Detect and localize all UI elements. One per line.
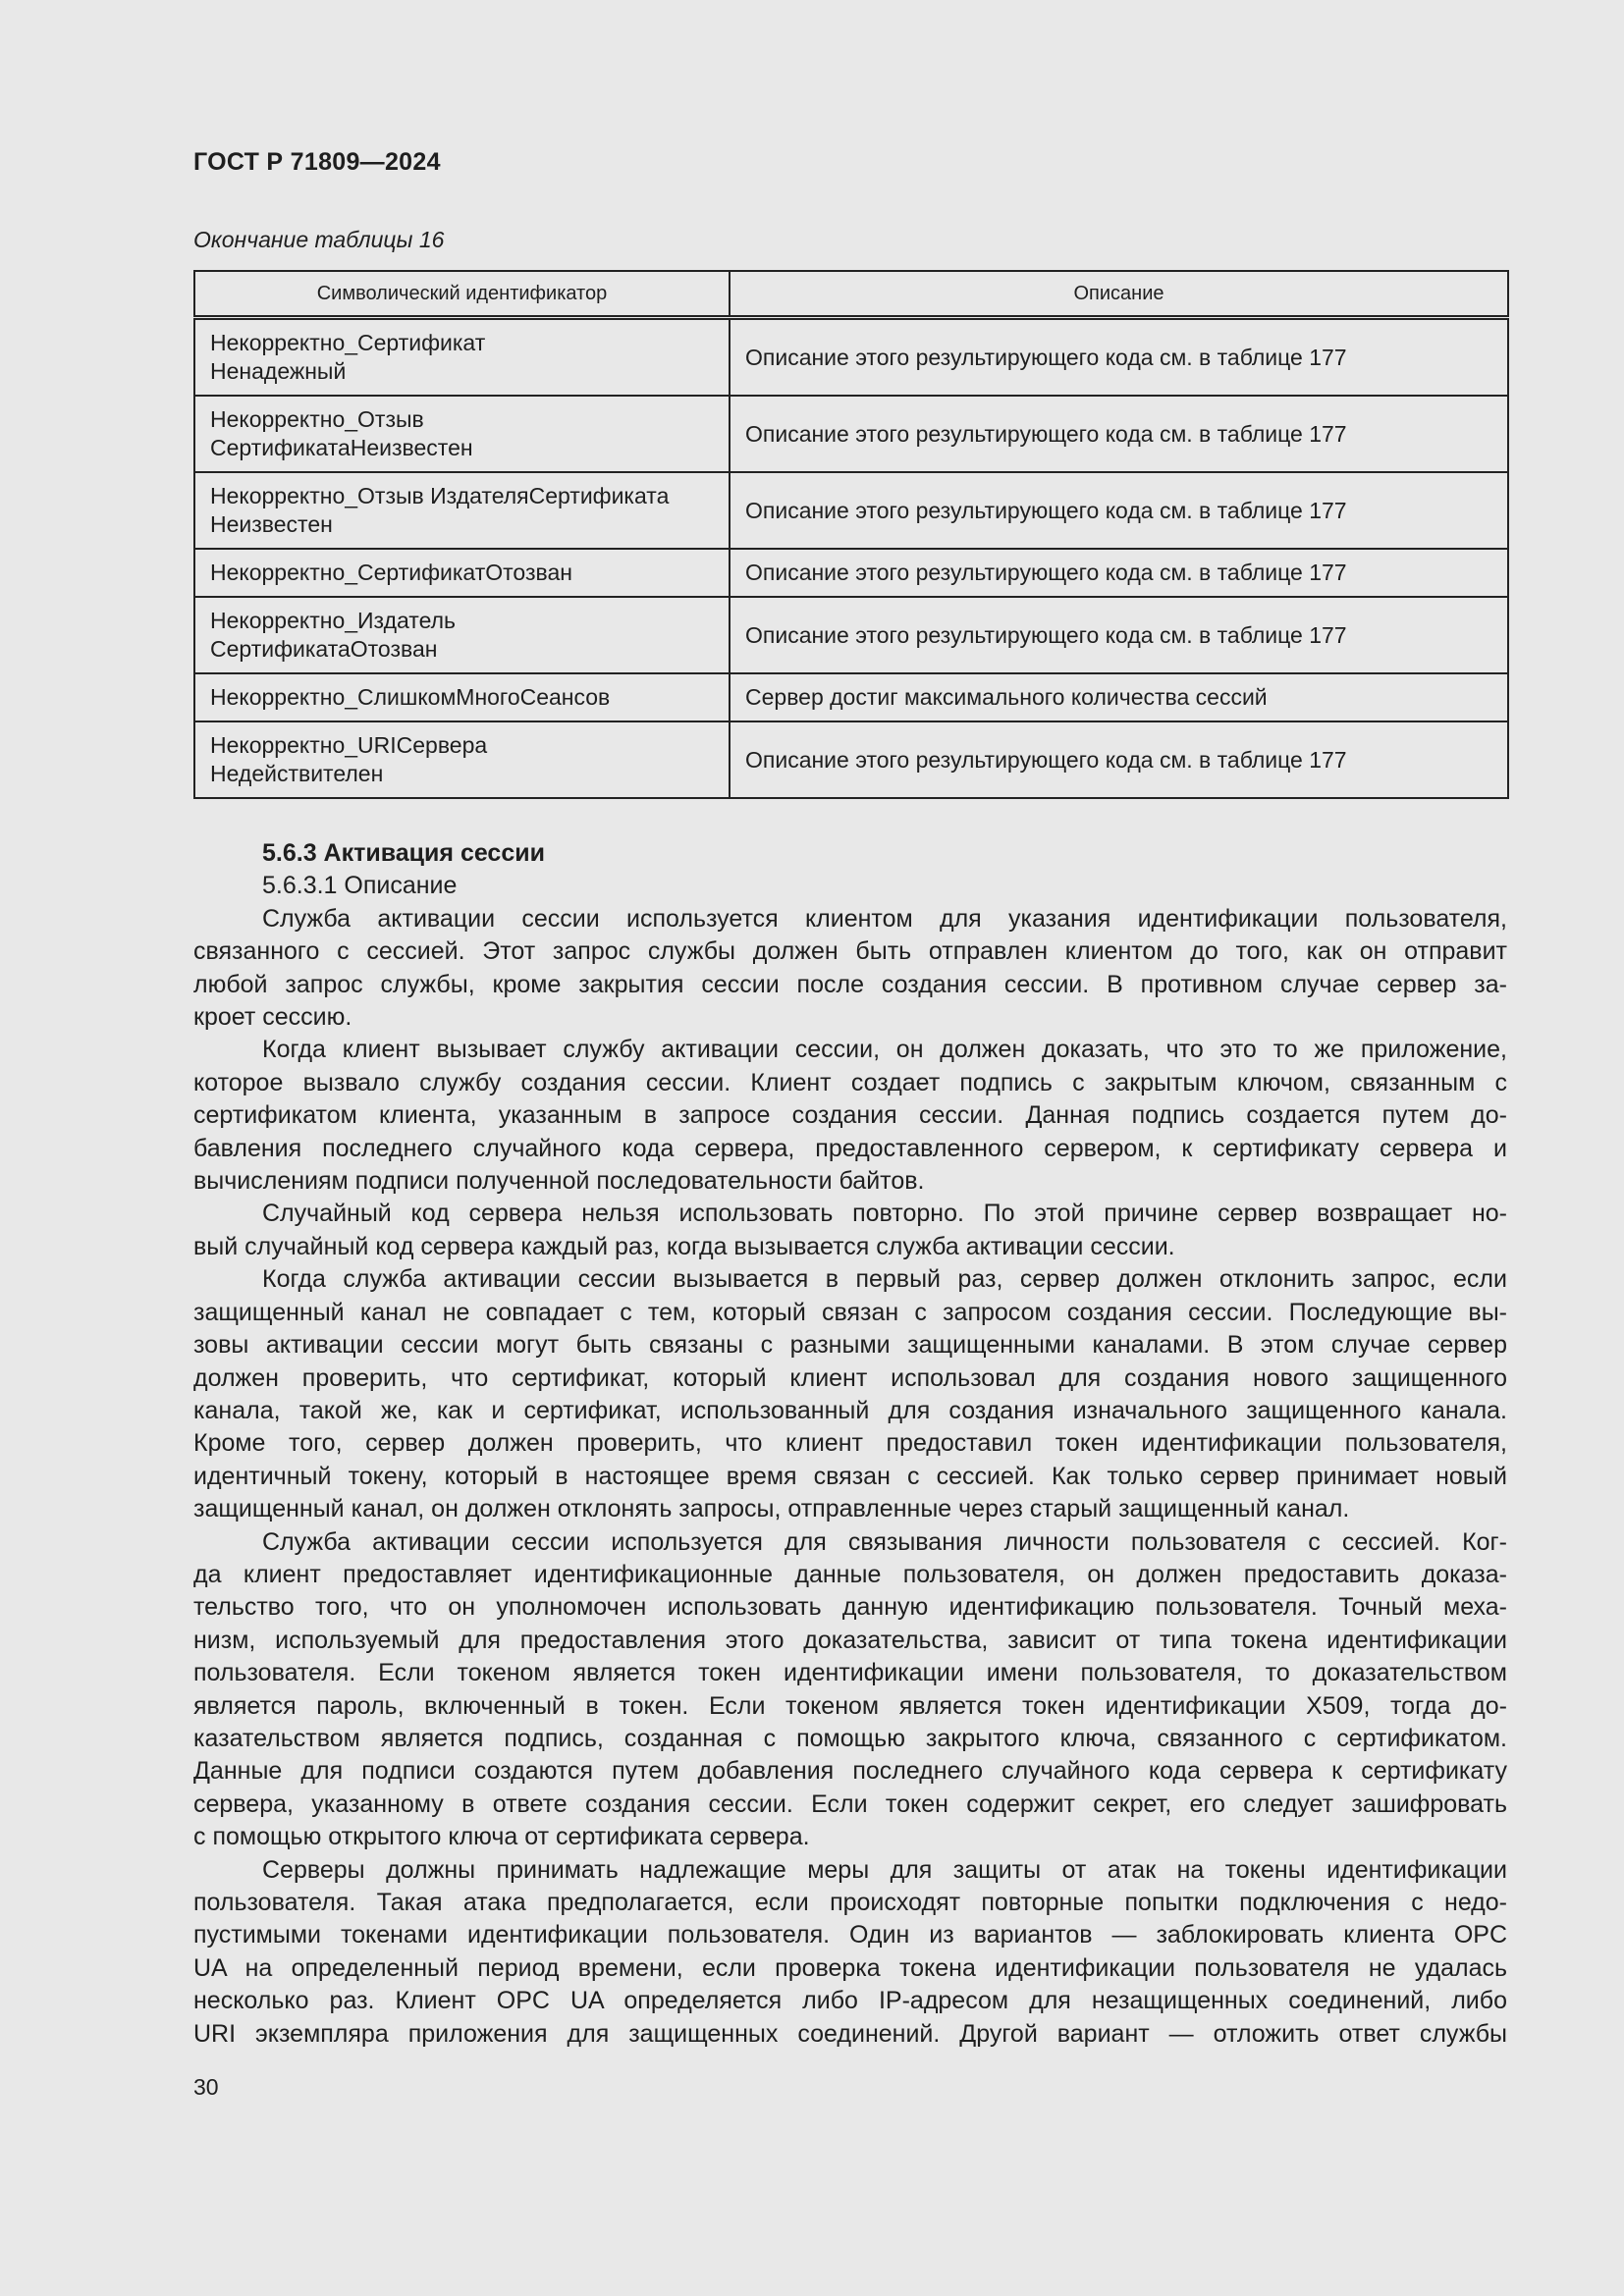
text-line: которое вызвало службу создания сессии. Клиент создает подпись с закрытым ключом, связанным с [193,1068,1507,1096]
paragraph [193,1854,1507,2051]
text-line: Когда служба активации сессии вызывается в первый раз, сервер должен отклонить запрос, если [262,1265,1507,1294]
text-line: вый случайный код сервера каждый раз, когда вызывается служба активации сессии. [193,1232,1175,1260]
result-codes-table [193,270,1509,799]
identifier-line: Некорректно_Издатель [210,608,457,633]
identifier-cell [194,472,730,549]
text-line: казательством является подпись, созданная с помощью закрытого ключа, связанного с сертификатом. [193,1724,1507,1752]
identifier-line: Недействителен [210,761,384,786]
description-cell: Описание этого результирующего кода см. в таблице 177 [730,549,1508,597]
table-header-row [194,271,1508,318]
text-line: сервера, указанному в ответе создания сессии. Если токен содержит секрет, его следует зашифровать [193,1789,1507,1818]
text-line: защищенный канал, он должен отклонять запросы, отправленные через старый защищенный канал. [193,1495,1350,1523]
description-cell: Сервер достиг максимального количества сессий [730,673,1508,721]
identifier-line: Некорректно_Отзыв [210,406,424,432]
identifier-line: Ненадежный [210,358,347,384]
text-line: вычислениям подписи полученной последовательности байтов. [193,1167,925,1196]
column-header-identifier: Символический идентификатор [194,271,730,318]
identifier-cell [194,396,730,472]
text-line: Служба активации сессии используется клиентом для указания идентификации пользователя, [262,904,1507,933]
text-line: пользователя. Такая атака предполагается, если происходят повторные попытки подключения с недо- [193,1889,1507,1916]
identifier-line: Некорректно_СертификатОтозван [210,560,572,585]
table-row [194,396,1508,472]
identifier-cell [194,721,730,798]
text-line: низм, используемый для предоставления этого доказательства, зависит от типа токена идентификации [193,1626,1507,1654]
text-line: любой запрос службы, кроме закрытия сессии после создания сессии. В противном случае сервер за- [193,970,1507,998]
description-cell: Описание этого результирующего кода см. в таблице 177 [730,396,1508,472]
description-cell: Описание этого результирующего кода см. в таблице 177 [730,472,1508,549]
identifier-line: СертификатаОтозван [210,636,438,662]
identifier-cell [194,673,730,721]
text-line: защищенный канал не совпадает с тем, который связан с запросом создания сессии. Последующие вы- [193,1298,1507,1326]
text-line: зовы активации сессии могут быть связаны с разными защищенными каналами. В этом случае сервер [193,1331,1507,1360]
table-caption: Окончание таблицы 16 [193,227,445,252]
text-line: бавления последнего случайного кода сервера, предоставленного сервером, к сертификату сервера и [193,1134,1507,1162]
text-line: пользователя. Если токеном является токен идентификации имени пользователя, то доказательством [193,1659,1507,1687]
text-line: да клиент предоставляет идентификационные данные пользователя, он должен предоставить доказа- [193,1560,1507,1588]
text-line: Служба активации сессии используется для связывания личности пользователя с сессией. Ког- [262,1527,1507,1556]
section-body [193,837,1507,2051]
table-row [194,472,1508,549]
text-line: тельство того, что он уполномочен использовать данную идентификацию пользователя. Точный меха- [193,1593,1507,1622]
table-row [194,549,1508,597]
text-line: Случайный код сервера нельзя использовать повторно. По этой причине сервер возвращает но- [262,1200,1507,1228]
description-cell: Описание этого результирующего кода см. в таблице 177 [730,721,1508,798]
identifier-cell [194,597,730,673]
identifier-cell [194,318,730,397]
text-line: Данные для подписи создаются путем добавления последнего случайного кода сервера к сертификату [193,1757,1507,1786]
identifier-line: Некорректно_Сертификат [210,330,486,355]
identifier-line: Некорректно_Отзыв ИздателяСертификата [210,483,670,508]
text-line: сертификатом клиента, указанным в запросе создания сессии. Данная подпись создается путем до- [193,1101,1507,1130]
table-row [194,673,1508,721]
identifier-line: Некорректно_URIСервера [210,732,488,758]
text-line: UA на определенный период времени, если проверка токена идентификации пользователя не удалась [193,1953,1507,1982]
paragraph [193,903,1507,1035]
text-line: идентичный токену, который в настоящее время связан с сессией. Как только сервер принимает новый [193,1462,1507,1490]
identifier-line: СертификатаНеизвестен [210,435,473,460]
column-header-description: Описание [730,271,1508,318]
text-line: является пароль, включенный в токен. Если токеном является токен идентификации X509, тогда до- [193,1691,1507,1720]
paragraph [193,1526,1507,1854]
paragraph [193,1198,1507,1263]
identifier-line: Неизвестен [210,511,333,537]
table-row [194,597,1508,673]
text-line: URI экземпляра приложения для защищенных соединений. Другой вариант — отложить ответ службы [193,2019,1507,2048]
text-line: Кроме того, сервер должен проверить, что клиент предоставил токен идентификации пользователя, [193,1429,1507,1458]
text-line: канала, такой же, как и сертификат, использованный для создания изначального защищенного канала. [193,1396,1507,1424]
paragraph [193,1034,1507,1198]
text-line: должен проверить, что сертификат, который клиент использовал для создания нового защищенного [193,1363,1507,1392]
identifier-line: Некорректно_СлишкомМногоСеансов [210,684,611,710]
description-cell: Описание этого результирующего кода см. в таблице 177 [730,597,1508,673]
text-line: пустимыми токенами идентификации пользователя. Один из вариантов — заблокировать клиента OPC [193,1921,1507,1949]
paragraph [193,1263,1507,1525]
text-line: Когда клиент вызывает службу активации сессии, он должен доказать, что это то же приложение, [262,1036,1507,1064]
text-line: несколько раз. Клиент OPC UA определяется либо IP-адресом для незащищенных соединений, либо [193,1987,1507,2015]
text-line: с помощью открытого ключа от сертификата сервера. [193,1823,810,1851]
document-header: ГОСТ Р 71809—2024 [193,148,441,176]
text-line: Серверы должны принимать надлежащие меры для защиты от атак на токены идентификации [262,1855,1507,1884]
description-cell: Описание этого результирующего кода см. в таблице 177 [730,318,1508,397]
table-row [194,318,1508,397]
identifier-cell [194,549,730,597]
text-line: связанного с сессией. Этот запрос службы должен быть отправлен клиентом до того, как он отправит [193,937,1507,966]
page-number: 30 [193,2074,219,2100]
text-line: кроет сессию. [193,1003,352,1032]
table-row [194,721,1508,798]
subsection-title: 5.6.3.1 Описание [262,872,458,900]
section-title: 5.6.3 Активация сессии [262,839,545,867]
